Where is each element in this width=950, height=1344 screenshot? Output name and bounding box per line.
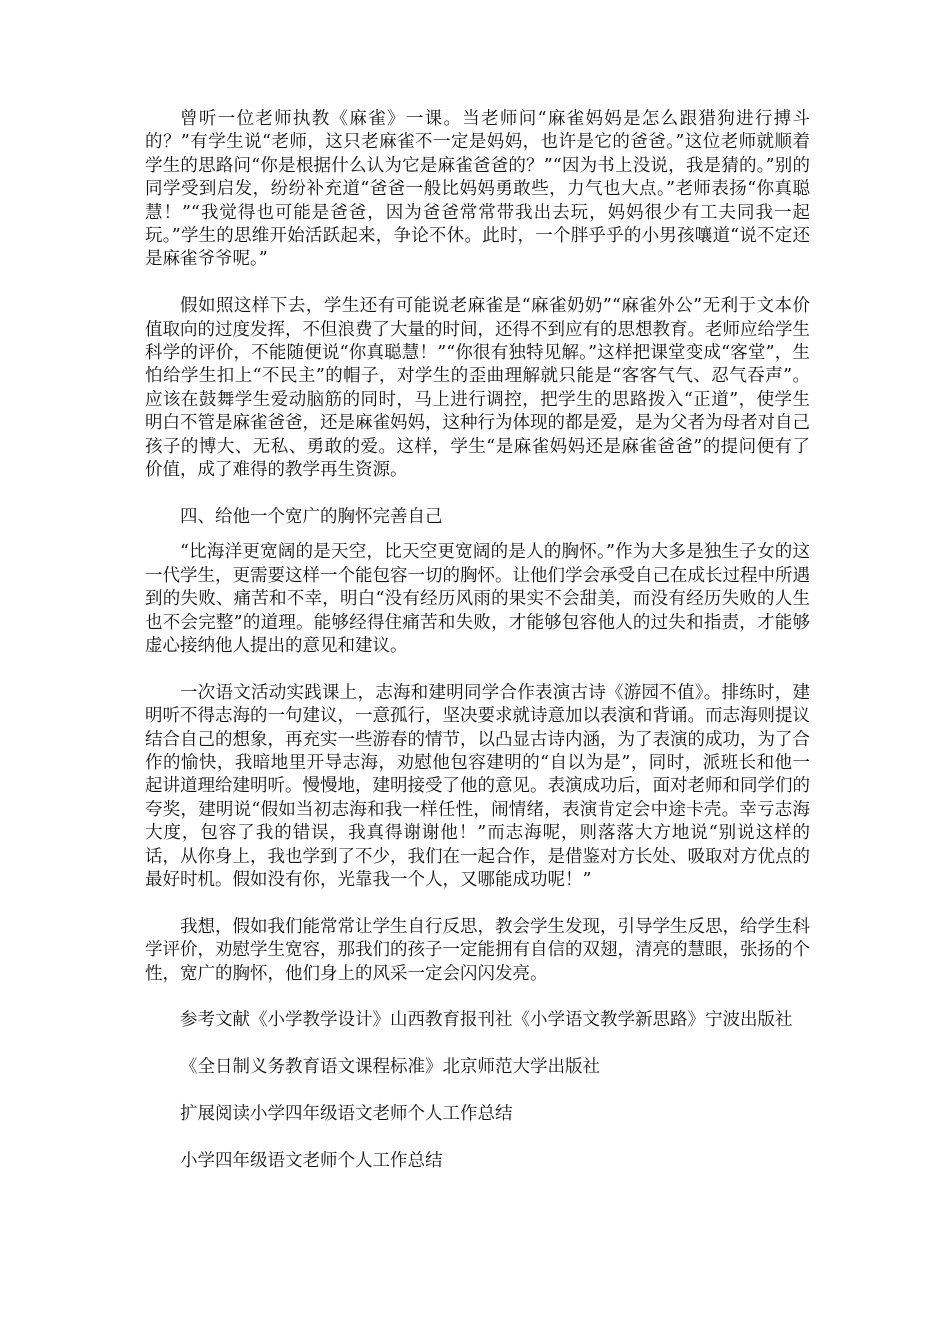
paragraph-conclusion: 我想，假如我们能常常让学生自行反思，教会学生发现，引导学生反思，给学生科学评价，劝慰学生宽容，那我们的孩子一定能拥有自信的双翅，清亮的慧眼，张扬的个性，宽广的胸怀，他们身上的风采一定会闪闪发亮。 (145, 916, 810, 984)
section-heading: 四、给他一个宽广的胸怀完善自己 (180, 506, 443, 527)
paragraph-summary-title: 小学四年级语文老师个人工作总结 (180, 1150, 443, 1171)
document-body (145, 108, 810, 1197)
paragraph-poem-performance: 一次语文活动实践课上，志海和建明同学合作表演古诗《游园不值》。排练时，建明听不得志海的一句建议，一意孤行，坚决要求就诗意加以表演和背诵。而志海则提议结合自己的想象，再充实一些游春的情节，以凸显古诗内涵，为了表演的成功，为了合作的愉快，我暗地里开导志海，劝慰他包容建明的“自以为是”，同时，派班长和他一起讲道理给建明听。慢慢地，建明接受了他的意见。表演成功后，面对老师和同学们的夸奖，建明说“假如当初志海和我一样任性，闹情绪，表演肯定会中途卡壳。幸亏志海大度，包容了我的错误，我真得谢谢他！”而志海呢，则落落大方地说“别说这样的话，从你身上，我也学到了不少，我们在一起合作，是借鉴对方长处、吸取对方优点的最好时机。假如没有你，光靠我一个人，又哪能成功呢！” (145, 682, 810, 890)
paragraph-references: 参考文献《小学教学设计》山西教育报刊社《小学语文教学新思路》宁波出版社 (180, 1010, 793, 1031)
paragraph-sparrow-lesson: 曾听一位老师执教《麻雀》一课。当老师问“麻雀妈妈是怎么跟猎狗进行搏斗的？”有学生说“老师，这只老麻雀不一定是妈妈，也许是它的爸爸。”这位老师就顺着学生的思路问“你是根据什么认为它是麻雀爸爸的？”“因为书上没说，我是猜的。”别的同学受到启发，纷纷补充道“爸爸一般比妈妈勇敢些，力气也大点。”老师表扬“你真聪慧！”“我觉得也可能是爸爸，因为爸爸常常带我出去玩，妈妈很少有工夫同我一起玩。”学生的思维开始活跃起来，争论不休。此时，一个胖乎乎的小男孩嚷道“说不定还是麻雀爷爷呢。” (145, 109, 810, 270)
paragraph-evaluation: 假如照这样下去，学生还有可能说老麻雀是“麻雀奶奶”“麻雀外公”无利于文本价值取向的过度发挥，不但浪费了大量的时间，还得不到应有的思想教育。老师应给学生科学的评价，不能随便说“你真聪慧！”“你很有独特见解。”这样把课堂变成“客堂”，生怕给学生扣上“不民主”的帽子，对学生的歪曲理解就只能是“客客气气、忍气吞声”。应该在鼓舞学生爱动脑筋的同时，马上进行调控，把学生的思路拨入“正道”，使学生明白不管是麻雀爸爸，还是麻雀妈妈，这种行为体现的都是爱，是为父者为母者对自己孩子的博大、无私、勇敢的爱。这样，学生“是麻雀妈妈还是麻雀爸爸”的提问便有了价值，成了难得的教学再生资源。 (145, 296, 810, 481)
paragraph-broad-mind: “比海洋更宽阔的是天空，比天空更宽阔的是人的胸怀。”作为大多是独生子女的这一代学生，更需要这样一个能包容一切的胸怀。让他们学会承受自己在成长过程中所遇到的失败、痛苦和不幸，明白“没有经历风雨的果实不会甜美，而没有经历失败的人生也不会完整”的道理。能够经得住痛苦和失败，才能够包容他人的过失和指责，才能够虚心接纳他人提出的意见和建议。 (145, 542, 810, 656)
paragraph-extended-reading: 扩展阅读小学四年级语文老师个人工作总结 (180, 1103, 513, 1124)
paragraph-reference-standard: 《全日制义务教育语文课程标准》北京师范大学出版社 (180, 1057, 600, 1078)
